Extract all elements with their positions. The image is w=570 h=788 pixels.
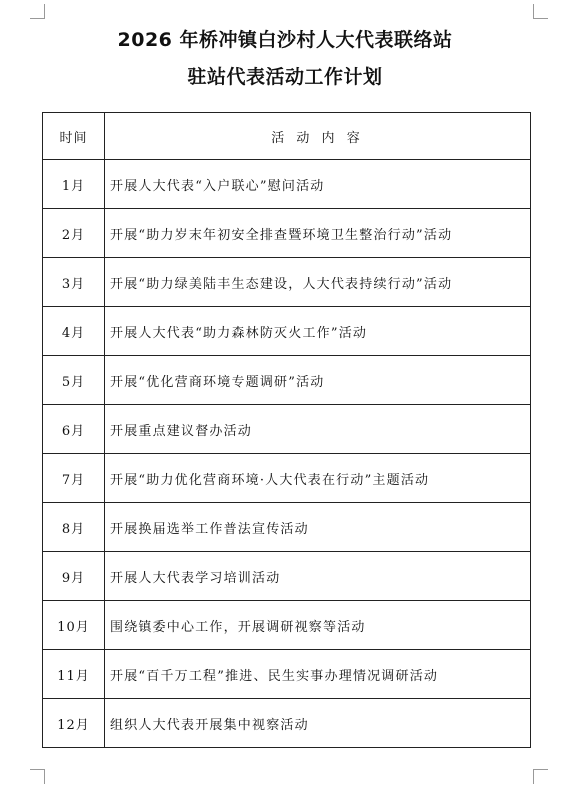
month-cell: 9月: [43, 552, 105, 601]
activity-plan-table: [42, 112, 531, 748]
activity-cell: 开展“优化营商环境专题调研”活动: [105, 356, 531, 405]
activity-cell: 围绕镇委中心工作，开展调研视察等活动: [105, 601, 531, 650]
month-cell: 1月: [43, 160, 105, 209]
activity-cell: 组织人大代表开展集中视察活动: [105, 699, 531, 748]
page-corner-mark: [30, 769, 45, 784]
header-time: 时间: [43, 113, 105, 160]
activity-cell: 开展人大代表“入户联心”慰问活动: [105, 160, 531, 209]
table-row: [43, 552, 531, 601]
page-corner-mark: [533, 4, 548, 19]
month-cell: 12月: [43, 699, 105, 748]
activity-cell: 开展重点建议督办活动: [105, 405, 531, 454]
table-row: [43, 209, 531, 258]
table-row: [43, 503, 531, 552]
activity-cell: 开展换届选举工作普法宣传活动: [105, 503, 531, 552]
month-cell: 4月: [43, 307, 105, 356]
table-row: [43, 650, 531, 699]
header-content: 活 动 内 容: [105, 113, 531, 160]
table-row: [43, 356, 531, 405]
table-row: [43, 405, 531, 454]
table-row: [43, 258, 531, 307]
month-cell: 2月: [43, 209, 105, 258]
month-cell: 11月: [43, 650, 105, 699]
page-corner-mark: [30, 4, 45, 19]
table-row: [43, 160, 531, 209]
table-row: [43, 601, 531, 650]
activity-cell: 开展人大代表“助力森林防灭火工作”活动: [105, 307, 531, 356]
page-corner-mark: [533, 769, 548, 784]
month-cell: 7月: [43, 454, 105, 503]
document-title: 2026 年桥冲镇白沙村人大代表联络站: [117, 29, 453, 51]
month-cell: 5月: [43, 356, 105, 405]
month-cell: 6月: [43, 405, 105, 454]
activity-cell: 开展“助力绿美陆丰生态建设，人大代表持续行动”活动: [105, 258, 531, 307]
activity-cell: 开展“助力优化营商环境·人大代表在行动”主题活动: [105, 454, 531, 503]
document-subtitle: 驻站代表活动工作计划: [187, 66, 383, 88]
activity-cell: 开展“百千万工程”推进、民生实事办理情况调研活动: [105, 650, 531, 699]
table-row: [43, 307, 531, 356]
table-body: [43, 160, 531, 748]
table-row: [43, 454, 531, 503]
table-row: [43, 699, 531, 748]
month-cell: 3月: [43, 258, 105, 307]
month-cell: 8月: [43, 503, 105, 552]
table-header-row: [43, 113, 531, 160]
activity-cell: 开展“助力岁末年初安全排查暨环境卫生整治行动”活动: [105, 209, 531, 258]
activity-cell: 开展人大代表学习培训活动: [105, 552, 531, 601]
month-cell: 10月: [43, 601, 105, 650]
